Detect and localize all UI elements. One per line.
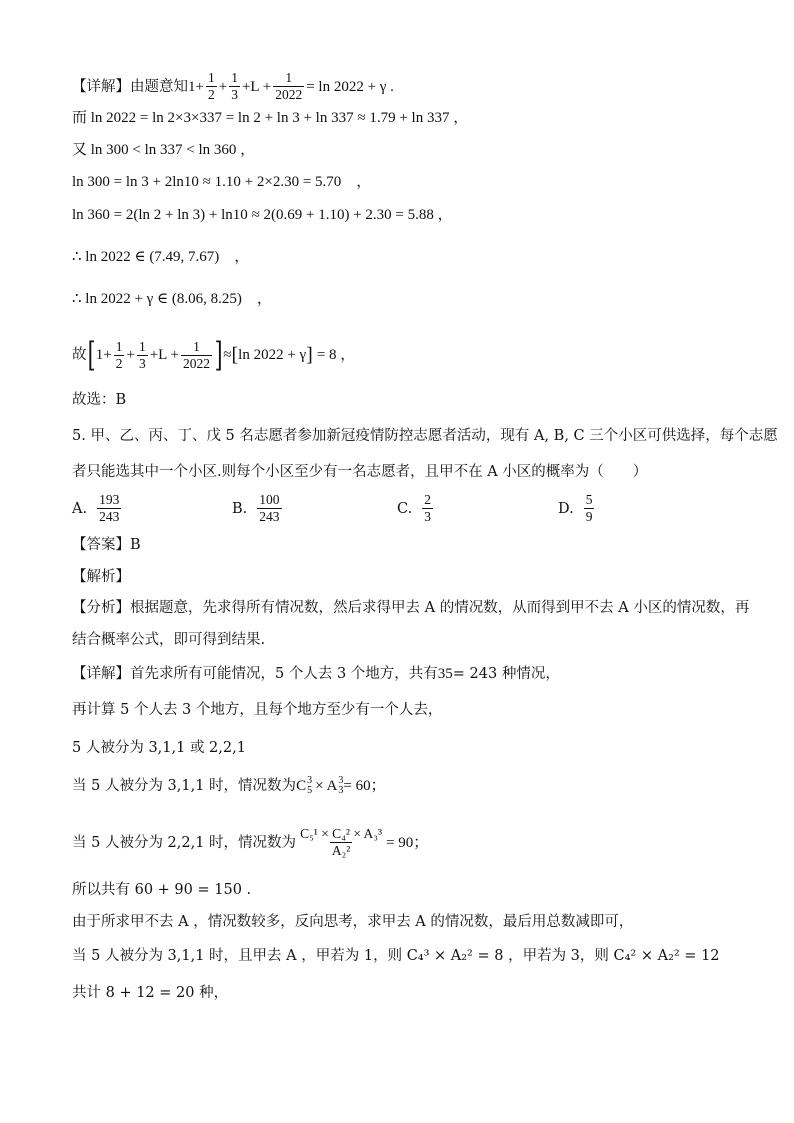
floor-inner: ln 2022 + γ (238, 347, 307, 363)
option-fraction: $\frac{2}{3}$ (424, 492, 431, 524)
floor-rhs: = 8 ， (316, 347, 356, 363)
answer-tag: 【答案】 (72, 537, 130, 553)
comb-indices: 3 5 (307, 775, 313, 796)
detail-sum-20: 共计 8 + 12 = 20 种， (72, 985, 229, 1001)
ln2022-decomposition: 而 ln 2022 = ln 2×3×337 = ln 2 + ln 3 + ln 337 ≈ 1.79 + ln 337 ， (72, 110, 469, 126)
detail-line-harmonic (72, 70, 722, 103)
math-plus: + (218, 78, 228, 95)
option-b (232, 492, 284, 525)
detail-case-311 (72, 776, 722, 796)
question-5-line1: 5. 甲、乙、丙、丁、戊 5 名志愿者参加新冠疫情防控志愿者活动，现有 A, B, C 三个小区可供选择，每个志愿 (72, 428, 778, 444)
power-base: 3 (437, 666, 446, 682)
left-bracket: [ (87, 335, 96, 375)
perm-indices: 3 3 (338, 775, 344, 796)
ln300-estimate: ln 300 = ln 3 + 2ln10 ≈ 1.10 + 2×2.30 = 5.70 ， (72, 174, 372, 190)
case-text: 当 5 人被分为 3,1,1 时，情况数为 (72, 778, 297, 794)
detail-text: 由题意知 (130, 78, 188, 95)
math-rhs: = ln 2022 + γ . (306, 78, 394, 95)
fenxi-tag: 【分析】 (72, 600, 130, 616)
fraction-third: $\frac{1}{3}$ (138, 338, 146, 371)
detail-jia-goes-a: 当 5 人被分为 3,1,1 时，且甲去 A ，甲若为 1，则 C₄³ × A₂² = 8 ，甲若为 3，则 C₄² × A₂² = 12 (72, 948, 720, 964)
question-5-options (72, 492, 722, 528)
option-c (397, 492, 435, 525)
times-symbol: × (315, 778, 324, 794)
option-label: A. (72, 500, 88, 517)
math-plus: + (126, 347, 135, 363)
fraction-third: $\frac{1}{3}$ (231, 70, 238, 102)
question-5-line2: 者只能选其中一个小区.则每个小区至少有一名志愿者，且甲不在 A 小区的概率为（ ） (72, 464, 648, 480)
comb-symbol: C (296, 778, 307, 794)
option-a (72, 492, 123, 525)
detail-text: 首先求所有可能情况，5 个人去 3 个地方，共有 (130, 666, 438, 682)
answer-line (72, 535, 722, 555)
right-bracket-small: ] (306, 344, 313, 366)
fenxi-line2: 结合概率公式，即可得到结果. (72, 632, 266, 648)
fraction-1-2022: $\frac{1}{2022}$ (182, 338, 210, 371)
floor-result-line (72, 335, 722, 375)
detail-reverse-thinking: 由于所求甲不去 A ，情况数较多，反向思考，求甲去 A 的情况数，最后用总数减即可， (72, 914, 634, 930)
math-one: 1+ (188, 78, 204, 95)
detail-total-cases: 【详解】 首先求所有可能情况，5 个人去 3 个地方，共有 3 5 = 243 种情况， (72, 666, 560, 682)
math-one: 1+ (95, 347, 112, 363)
detail-line-3: 5 人被分为 3,1,1 或 2,2,1 (72, 740, 246, 756)
math-ellipsis: +L + (149, 347, 179, 363)
detail-tag: 【详解】 (72, 666, 130, 682)
answer-value: B (130, 537, 141, 553)
ln360-estimate: ln 360 = 2(ln 2 + ln 3) + ln10 ≈ 2(0.69 + 1.10) + 2.30 = 5.88 ， (72, 207, 453, 223)
math-approx: ≈ (223, 347, 232, 363)
detail-tag: 【详解】 (72, 78, 130, 95)
fenxi-line1 (72, 598, 750, 618)
case-text: 当 5 人被分为 2,2,1 时，情况数为 (72, 834, 297, 851)
ln2022-interval: ∴ ln 2022 ∈ (7.49, 7.67) ， (72, 249, 250, 265)
fraction-half: $\frac{1}{2}$ (207, 70, 215, 102)
option-fraction: $\frac{5}{9}$ (585, 492, 593, 524)
left-bracket-small: [ (231, 344, 239, 366)
analysis-tag: 【解析】 (72, 569, 130, 585)
option-label: B. (232, 500, 248, 517)
case-fraction: $\frac{\text{C₅¹ × C₄² × A₃³}}{\text{A₂²}}$ (300, 826, 383, 858)
case-result: = 60； (343, 778, 386, 794)
option-fraction: $\frac{193}{243}$ (99, 492, 120, 524)
math-ellipsis: +L + (241, 78, 272, 95)
fraction-half: $\frac{1}{2}$ (115, 338, 123, 371)
detail-line-2: 再计算 5 个人去 3 个地方，且每个地方至少有一个人去， (72, 702, 443, 718)
case-result: = 90； (386, 834, 429, 851)
floor-prefix: 故 (72, 347, 87, 363)
analysis-heading (72, 567, 722, 587)
fenxi-text: 根据题意，先求得所有情况数，然后求得甲去 A 的情况数，从而得到甲不去 A 小区的情况数，再 (130, 600, 750, 616)
option-d (558, 492, 596, 525)
option-label: D. (558, 500, 574, 517)
detail-case-221 (72, 826, 722, 859)
ln2022-gamma-interval: ∴ ln 2022 + γ ∈ (8.06, 8.25) ， (72, 291, 272, 307)
option-label: C. (397, 500, 413, 517)
detail-text-end: = 243 种情况， (452, 666, 560, 682)
ln-inequality: 又 ln 300 < ln 337 < ln 360 ， (72, 142, 256, 158)
option-fraction: $\frac{100}{243}$ (259, 492, 280, 524)
detail-total-valid: 所以共有 60 + 90 = 150 . (72, 882, 252, 898)
right-bracket: ] (214, 335, 223, 375)
fraction-1-2022: $\frac{1}{2022}$ (275, 70, 303, 102)
perm-symbol: A (326, 778, 338, 794)
choice-line: 故选：B (72, 392, 127, 408)
